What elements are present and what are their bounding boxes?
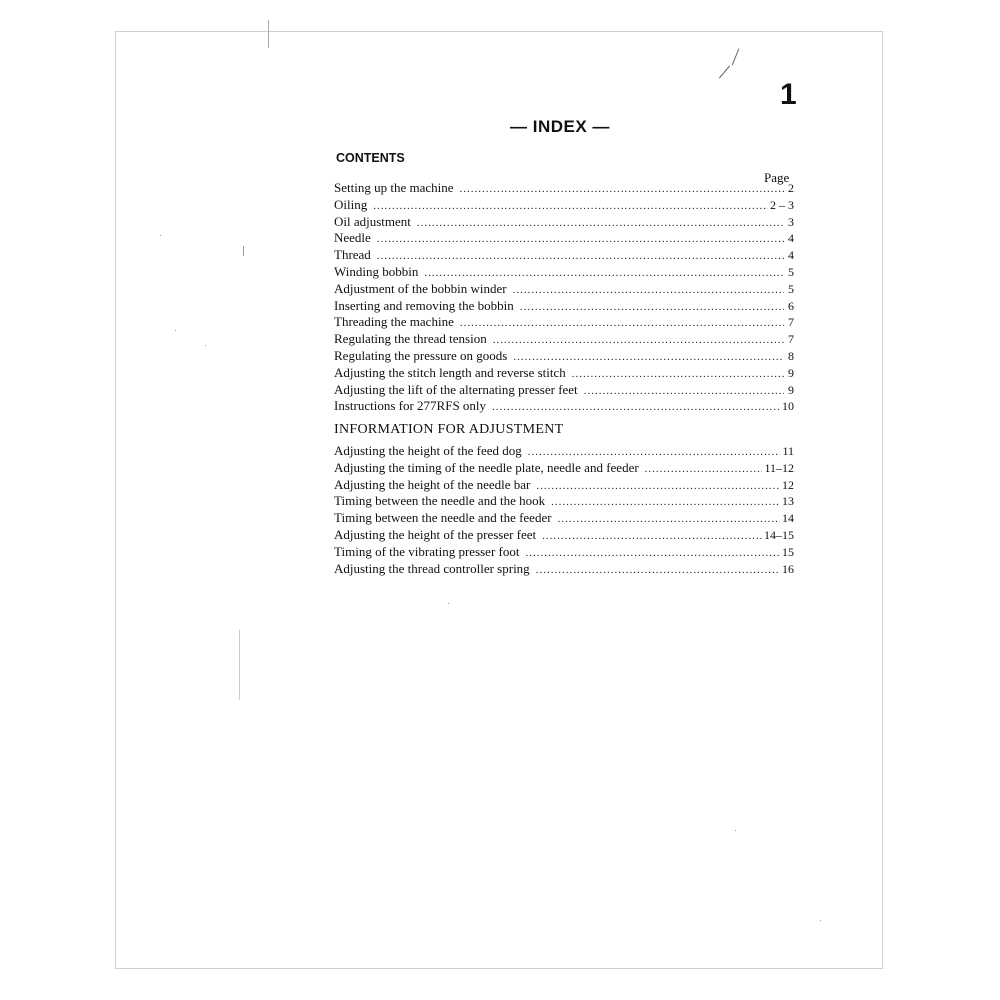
dot-leader: [424, 265, 784, 282]
toc-entry-page: 13: [782, 494, 794, 509]
scan-mark: [243, 246, 244, 256]
toc-entry-title: Regulating the thread tension: [334, 331, 487, 347]
adjustment-heading: INFORMATION FOR ADJUSTMENT: [334, 422, 564, 437]
contents-heading: CONTENTS: [336, 151, 405, 165]
toc-entry-title: Adjusting the stitch length and reverse stitch: [334, 364, 566, 380]
toc-entry-page: 16: [782, 561, 794, 576]
dot-leader: [536, 478, 780, 495]
toc-entry: [334, 264, 794, 281]
scan-mark: [268, 20, 269, 48]
toc-entry-title: Regulating the pressure on goods: [334, 347, 508, 363]
dot-leader: [493, 332, 784, 349]
toc-entry: [334, 443, 794, 460]
adjustment-list: [334, 443, 794, 577]
dot-leader: [513, 349, 784, 366]
dot-leader: [572, 366, 784, 383]
page-column-label: Page: [764, 170, 790, 185]
scan-speck: [820, 920, 821, 921]
toc-entry-title: Inserting and removing the bobbin: [334, 297, 514, 313]
toc-entry-page: 7: [788, 332, 794, 347]
toc-entry-title: Instructions for 277RFS only: [334, 398, 487, 414]
dot-leader: [645, 461, 763, 478]
dot-leader: [525, 545, 780, 562]
toc-entry: [334, 477, 794, 494]
toc-entry-title: Adjusting the timing of the needle plate, needle and feeder: [334, 459, 639, 475]
dot-leader: [460, 315, 784, 332]
toc-entry: [334, 493, 794, 510]
toc-entry: [334, 197, 794, 214]
toc-entry-title: Setting up the machine: [334, 180, 454, 195]
toc-entry-page: 9: [788, 382, 794, 397]
scan-speck: [205, 345, 206, 346]
toc-entry-page: 12: [782, 477, 794, 492]
toc-entry-title: Timing of the vibrating presser foot: [334, 543, 520, 559]
toc-entry-page: 5: [788, 281, 794, 296]
dot-leader: [373, 198, 768, 215]
toc-entry: [334, 281, 794, 298]
toc-entry: [334, 365, 794, 382]
page-number: 1: [780, 78, 797, 111]
scan-speck: [448, 603, 449, 604]
toc-entry-title: Threading the machine: [334, 314, 454, 330]
toc-entry-page: 3: [788, 214, 794, 229]
scan-speck: [735, 830, 736, 831]
toc-entry-page: 14–15: [764, 527, 794, 542]
toc-entry: [334, 180, 794, 197]
dot-leader: [377, 248, 784, 265]
toc-entry-title: Oil adjustment: [334, 213, 411, 229]
toc-entry: [334, 247, 794, 264]
dot-leader: [513, 282, 784, 299]
toc-entry-page: 10: [782, 399, 794, 414]
toc-entry-page: 7: [788, 315, 794, 330]
toc-entry-title: Oiling: [334, 196, 368, 212]
dot-leader: [536, 562, 780, 579]
toc-entry-page: 5: [788, 264, 794, 279]
toc-entry-page: 2: [788, 181, 794, 195]
toc-entry: [334, 544, 794, 561]
toc-entry: [334, 510, 794, 527]
contents-list: [334, 180, 794, 415]
toc-entry-page: 14: [782, 511, 794, 526]
toc-entry-title: Adjusting the height of the presser feet: [334, 526, 537, 542]
toc-entry-title: Adjusting the height of the feed dog: [334, 443, 522, 458]
toc-entry-title: Adjustment of the bobbin winder: [334, 280, 507, 296]
toc-entry: [334, 398, 794, 415]
toc-entry: [334, 460, 794, 477]
toc-entry-page: 15: [782, 544, 794, 559]
toc-entry: [334, 230, 794, 247]
toc-entry-title: Adjusting the lift of the alternating presser feet: [334, 381, 578, 397]
dot-leader: [460, 181, 784, 198]
toc-entry: [334, 348, 794, 365]
toc-entry: [334, 561, 794, 578]
toc-entry-title: Adjusting the thread controller spring: [334, 560, 530, 576]
toc-entry-page: 4: [788, 248, 794, 263]
toc-entry-page: 6: [788, 298, 794, 313]
toc-entry-title: Adjusting the height of the needle bar: [334, 476, 531, 492]
toc-entry-title: Winding bobbin: [334, 263, 419, 279]
toc-entry: [334, 298, 794, 315]
dot-leader: [417, 215, 784, 232]
toc-entry: [334, 382, 794, 399]
dot-leader: [558, 511, 780, 528]
toc-entry: [334, 314, 794, 331]
dot-leader: [542, 528, 762, 545]
toc-entry-title: Timing between the needle and the hook: [334, 493, 546, 509]
toc-entry-page: 8: [788, 348, 794, 363]
toc-entry-title: Thread: [334, 247, 371, 263]
dot-leader: [492, 399, 780, 416]
dot-leader: [528, 444, 781, 461]
toc-entry-page: 2 – 3: [770, 197, 794, 212]
toc-entry-page: 11: [782, 444, 794, 458]
dot-leader: [584, 383, 784, 400]
toc-entry-page: 4: [788, 231, 794, 246]
scan-speck: [160, 235, 161, 236]
index-title: — INDEX —: [510, 117, 610, 136]
toc-entry: [334, 527, 794, 544]
dot-leader: [377, 231, 784, 248]
toc-entry-page: 9: [788, 365, 794, 380]
dot-leader: [520, 299, 784, 316]
toc-entry: [334, 331, 794, 348]
scan-mark: [239, 630, 240, 700]
toc-entry-title: Needle: [334, 230, 371, 246]
dot-leader: [551, 494, 780, 511]
toc-entry-title: Timing between the needle and the feeder: [334, 510, 552, 526]
toc-entry: [334, 214, 794, 231]
scan-speck: [175, 330, 176, 331]
toc-entry-page: 11–12: [764, 460, 794, 475]
